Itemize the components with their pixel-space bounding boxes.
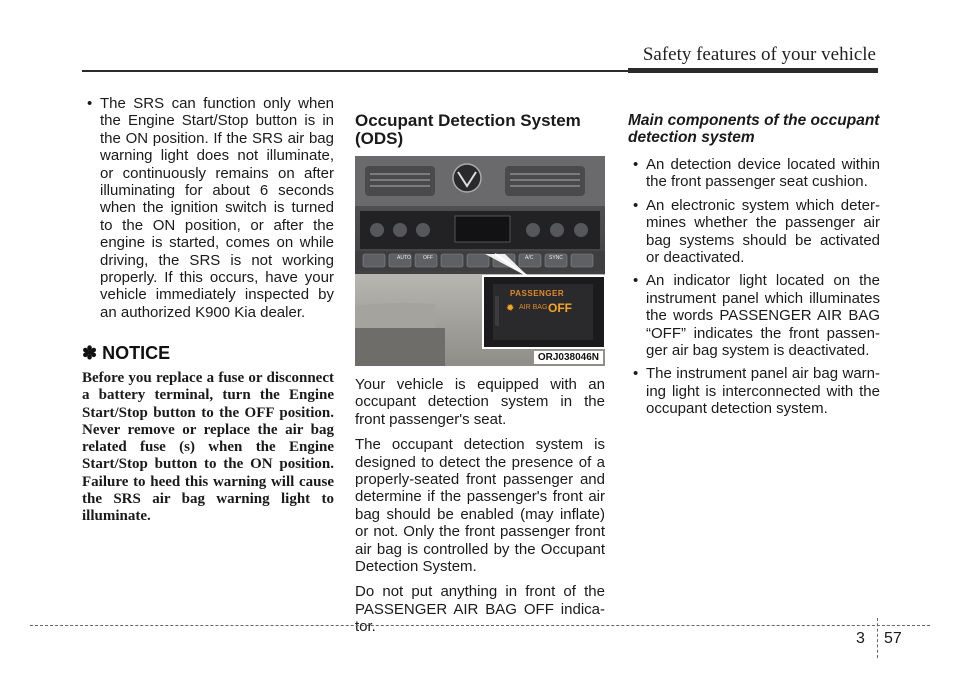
footer-divider bbox=[877, 618, 878, 658]
column-left bbox=[82, 95, 334, 525]
button-label: AUTO bbox=[397, 255, 411, 261]
component-bullet: • An electronic system which determines whether the passenger air bag systems should be activated or deactivated. bbox=[628, 197, 880, 267]
indicator-passenger-label: PASSENGER bbox=[510, 289, 565, 298]
dashboard-figure bbox=[355, 156, 605, 366]
component-bullet: • An detection device located within the front passenger seat cushion. bbox=[628, 156, 880, 191]
section-title-ods: Occupant Detection System (ODS) bbox=[355, 111, 581, 148]
footer-rule bbox=[30, 625, 930, 626]
column-right bbox=[628, 95, 880, 424]
indicator-airbag-label: AIR BAG bbox=[519, 304, 548, 311]
button-label: SYNC bbox=[549, 255, 563, 261]
airbag-person-icon: ✹ bbox=[506, 303, 515, 314]
srs-bullet: • The SRS can function only when the Engine Start/Stop button is in the ON position. If the SRS air bag warning light does not illuminate, or continuously remains on after illuminating for about 6 seconds when the ignition switch is turned to the ON position, or after the engine is started, comes on while driving, the SRS is not working properly. If this occurs, have your vehicle immediately inspected by an authorized K900 Kia dealer. bbox=[82, 95, 334, 321]
indicator-off-label: OFF bbox=[548, 301, 572, 315]
figure-caption: ORJ038046N bbox=[534, 351, 603, 364]
climate-button-labels bbox=[355, 255, 605, 267]
page-header-title: Safety features of your vehicle bbox=[642, 44, 876, 65]
column-middle bbox=[355, 95, 605, 636]
component-bullet: • An indicator light located on the instrument panel which illuminates the words PASSENGER AIR BAG “OFF” indicates the front passenger air bag system is deactivated. bbox=[628, 272, 880, 359]
ods-paragraph-3: Do not put anything in front of the PASSENGER AIR BAG OFF indicator. bbox=[355, 583, 605, 636]
chapter-number: 3 bbox=[856, 630, 865, 647]
components-list bbox=[628, 156, 880, 418]
page-number: 57 bbox=[884, 630, 902, 647]
ods-paragraph-1: Your vehicle is equipped with an occupant detection system in the front passenger's seat. bbox=[355, 376, 605, 428]
header-rule bbox=[82, 70, 878, 72]
ods-paragraph-2: The occupant detection system is designed to detect the presence of a properly-seated front passenger and determine if the passenger's front air bag should be enabled (may inflate) or not. Only the front passenger front air bag is controlled by the Occupant Detection System. bbox=[355, 436, 605, 576]
srs-bullet-list bbox=[82, 95, 334, 321]
button-label: OFF bbox=[423, 255, 433, 261]
notice-body: Before you replace a fuse or disconnect a battery terminal, turn the Engine Start/Stop button to the OFF position. Never remove or replace the air bag related fuse (s) when the Engine Start/Stop button to the ON position. Failure to heed this warning will cause the SRS air bag warning light to illuminate. bbox=[82, 370, 334, 524]
button-label: A/C bbox=[525, 255, 534, 261]
component-bullet: • The instrument panel air bag warning light is interconnected with the occupant detection system. bbox=[628, 365, 880, 417]
notice-title: ✽ NOTICE bbox=[82, 343, 171, 364]
section-subtitle-components: Main components of the occupant detection system bbox=[628, 112, 880, 146]
